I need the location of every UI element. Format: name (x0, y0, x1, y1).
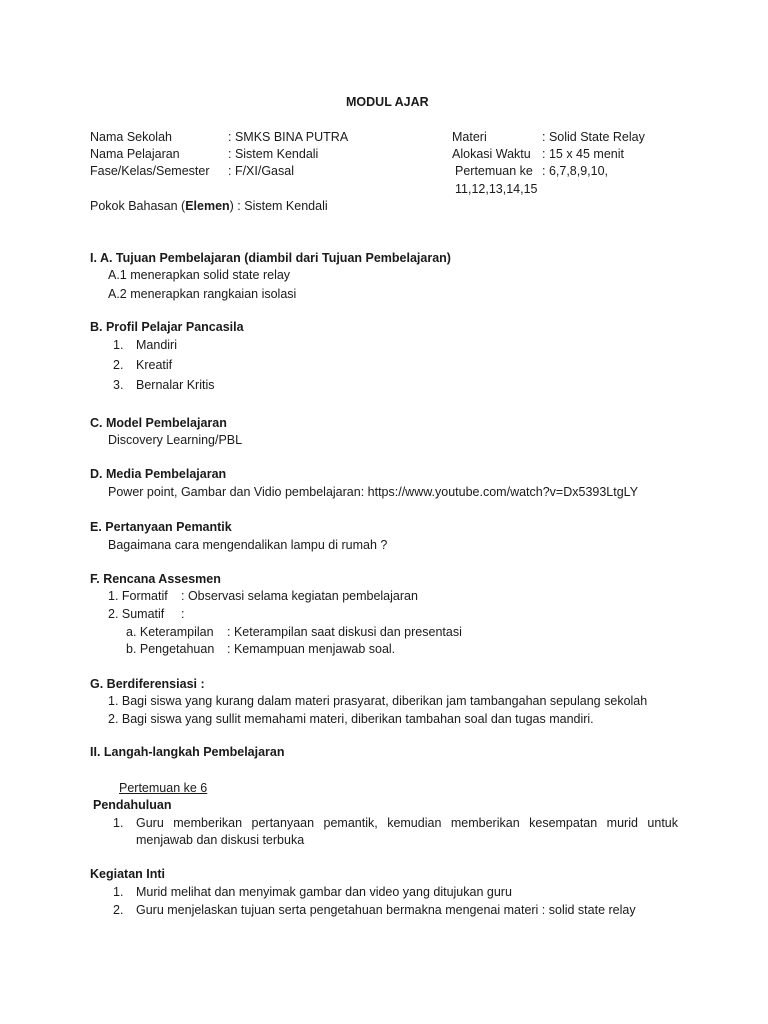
kegiatan-inti-heading: Kegiatan Inti (90, 867, 166, 881)
info-value-alokasi-waktu: : 15 x 45 menit (542, 147, 624, 161)
info-label-nama-pelajaran: Nama Pelajaran (90, 147, 180, 161)
section-f-heading: F. Rencana Assesmen (90, 572, 221, 586)
section-d-heading: D. Media Pembelajaran (90, 467, 227, 481)
section-f-item1-label: 1. Formatif (108, 589, 168, 603)
info-label-fase-kelas: Fase/Kelas/Semester (90, 164, 210, 178)
section-b-item: Kreatif (136, 358, 173, 372)
info-value-pertemuan: : 6,7,8,9,10, (542, 164, 609, 178)
pendahuluan-item-line: menjawab dan diskusi terbuka (136, 833, 305, 847)
pendahuluan-item-line: Guru memberikan pertanyaan pemantik, kemudian memberikan kesempatan murid untuk (136, 816, 678, 830)
section-e-heading: E. Pertanyaan Pemantik (90, 520, 232, 534)
pokok-bahasan-prefix: Pokok Bahasan ( (90, 199, 186, 213)
info-value-pertemuan-cont: 11,12,13,14,15 (455, 182, 538, 196)
section-a-item: A.1 menerapkan solid state relay (108, 268, 291, 282)
section-a-heading: I. A. Tujuan Pembelajaran (diambil dari Tujuan Pembelajaran) (90, 251, 451, 265)
section-f-sub-b-value: : Kemampuan menjawab soal. (227, 642, 396, 656)
section-f-sub-b-label: b. Pengetahuan (126, 642, 215, 656)
section-c-text: Discovery Learning/PBL (108, 433, 243, 447)
section-b-item-number: 3. (113, 378, 124, 392)
info-value-nama-sekolah: : SMKS BINA PUTRA (228, 130, 349, 144)
pendahuluan-heading: Pendahuluan (93, 798, 172, 812)
section-b-item: Mandiri (136, 338, 177, 352)
kegiatan-inti-item: Murid melihat dan menyimak gambar dan video yang ditujukan guru (136, 885, 512, 899)
section-g-item: 1. Bagi siswa yang kurang dalam materi prasyarat, diberikan jam tambangahan sepulang sekolah (108, 694, 648, 708)
pokok-bahasan-elemen: Elemen (185, 199, 230, 213)
info-value-materi: : Solid State Relay (542, 130, 645, 144)
section-b-item: Bernalar Kritis (136, 378, 215, 392)
kegiatan-inti-item-number: 1. (113, 885, 124, 899)
section-f-sub-a-label: a. Keterampilan (126, 625, 214, 639)
pertemuan-heading: Pertemuan ke 6 (119, 781, 208, 795)
section-a-item: A.2 menerapkan rangkaian isolasi (108, 287, 297, 301)
pokok-bahasan (90, 198, 328, 214)
info-label-alokasi-waktu: Alokasi Waktu (452, 147, 531, 161)
info-value-nama-pelajaran: : Sistem Kendali (228, 147, 319, 161)
info-label-nama-sekolah: Nama Sekolah (90, 130, 172, 144)
section-b-heading: B. Profil Pelajar Pancasila (90, 320, 244, 334)
info-label-materi: Materi (452, 130, 487, 144)
pokok-bahasan-suffix: ) : Sistem Kendali (229, 199, 328, 213)
section-e-text: Bagaimana cara mengendalikan lampu di rumah ? (108, 538, 388, 552)
section-g-heading: G. Berdiferensiasi : (90, 677, 205, 691)
section-g-item: 2. Bagi siswa yang sullit memahami materi, diberikan tambahan soal dan tugas mandiri. (108, 712, 594, 726)
info-value-fase-kelas: : F/XI/Gasal (228, 164, 294, 178)
section-b-item-number: 2. (113, 358, 124, 372)
section-b-item-number: 1. (113, 338, 124, 352)
section-f-item1-value: : Observasi selama kegiatan pembelajaran (181, 589, 418, 603)
section-d-text: Power point, Gambar dan Vidio pembelajaran: https://www.youtube.com/watch?v=Dx5393LtgLY (108, 485, 639, 499)
section-f-sub-a-value: : Keterampilan saat diskusi dan presentasi (227, 625, 462, 639)
section-ii-heading: II. Langah-langkah Pembelajaran (90, 745, 285, 759)
kegiatan-inti-item-number: 2. (113, 903, 124, 917)
section-f-item2-label: 2. Sumatif (108, 607, 165, 621)
pendahuluan-item-number: 1. (113, 816, 124, 830)
section-f-item2-value: : (181, 607, 185, 621)
document-title: MODUL AJAR (346, 95, 429, 109)
kegiatan-inti-item: Guru menjelaskan tujuan serta pengetahuan bermakna mengenai materi : solid state relay (136, 903, 636, 917)
info-label-pertemuan: Pertemuan ke (455, 164, 533, 178)
section-c-heading: C. Model Pembelajaran (90, 416, 227, 430)
